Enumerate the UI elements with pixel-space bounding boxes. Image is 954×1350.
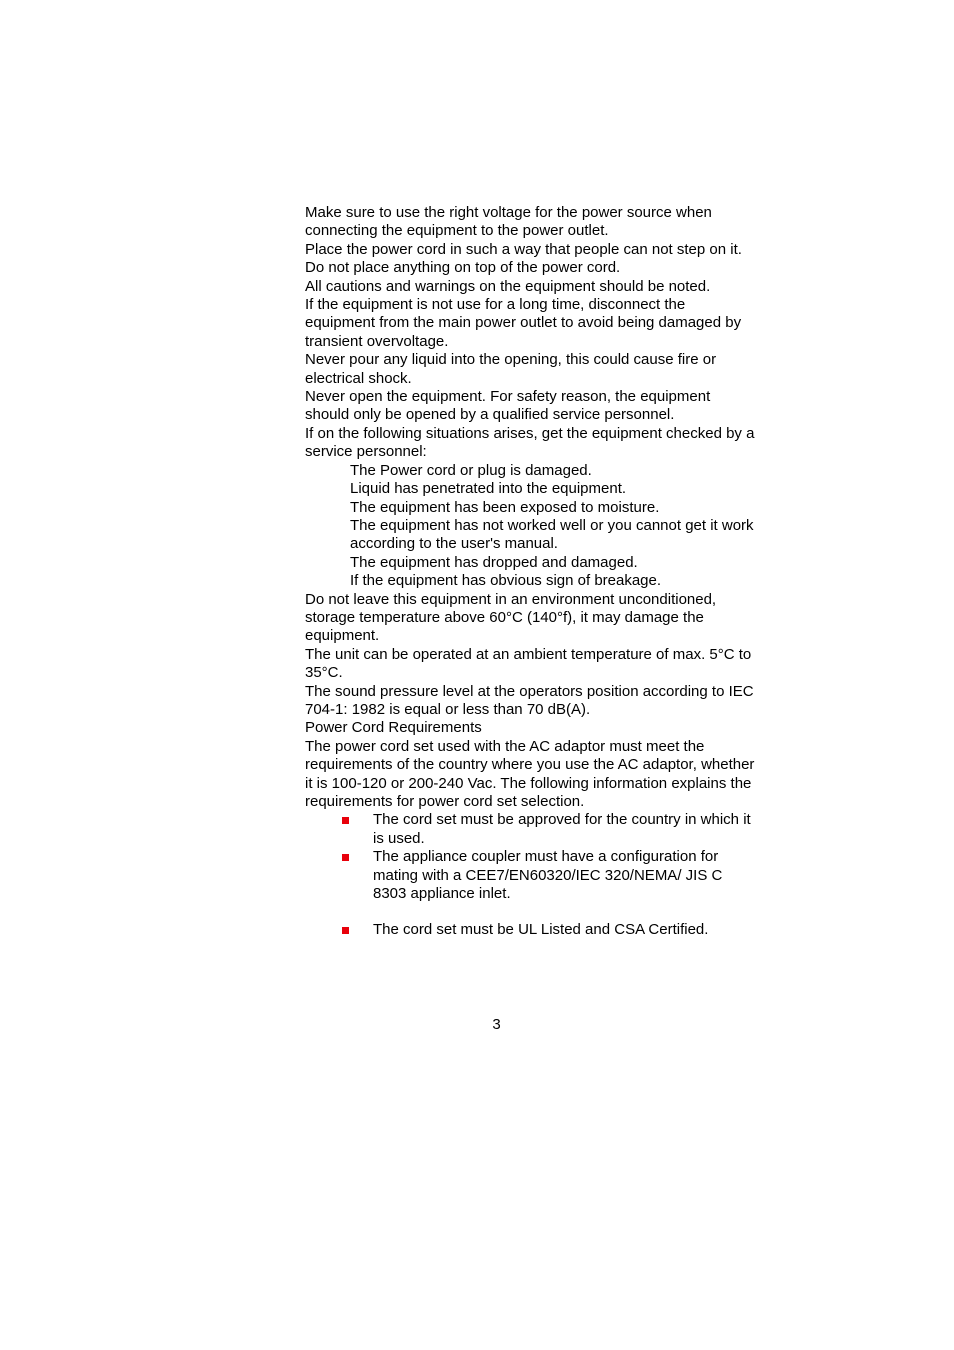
square-bullet-icon (342, 854, 349, 861)
paragraph-sound-pressure: The sound pressure level at the operators position according to IEC 704-1: 1982 is equal or less than 70 dB(A). (305, 682, 754, 718)
paragraph-operating-temperature: The unit can be operated at an ambient temperature of max. 5°C to 35°C. (305, 645, 752, 682)
list-item (305, 921, 755, 939)
square-bullet-icon (342, 817, 349, 824)
list-item: The Power cord or plug is damaged. (350, 461, 592, 479)
requirements-list (305, 811, 755, 939)
requirement-text: The cord set must be approved for the country in which it is used. (373, 811, 751, 847)
paragraph-open-equipment: Never open the equipment. For safety reason, the equipment should only be opened by a qualified service personnel. (305, 388, 711, 424)
safety-instructions (305, 204, 755, 940)
requirement-text: The cord set must be UL Listed and CSA Certified. (373, 921, 709, 939)
paragraph-power-cord-set: The power cord set used with the AC adaptor must meet the requirements of the country where you use the AC adaptor, whether it is 100-120 or 200-240 Vac. The following information explains the requirements for power cord set selection. (305, 737, 755, 810)
list-item (305, 848, 755, 903)
list-item: The equipment has been exposed to moisture. (350, 498, 660, 516)
paragraph-storage-temperature: Do not leave this equipment in an environment unconditioned, storage temperature above 60°C (140°f), it may damage the equipment. (305, 590, 717, 645)
paragraph-power-cord-placement: Place the power cord in such a way that people can not step on it. Do not place anything on top of the power cord. (305, 240, 742, 277)
list-item (305, 811, 755, 848)
list-item: Liquid has penetrated into the equipment. (350, 480, 627, 498)
list-item: The equipment has not worked well or you cannot get it work according to the user's manual. (350, 516, 754, 553)
paragraph-disconnect: If the equipment is not use for a long time, disconnect the equipment from the main power outlet to avoid being damaged by transient overvoltage. (305, 296, 742, 350)
situations-list (305, 462, 755, 591)
list-item: If the equipment has obvious sign of breakage. (350, 572, 662, 590)
requirement-text: The appliance coupler must have a configuration for mating with a CEE7/EN60320/IEC 320/NEMA/ JIS C 8303 appliance inlet. (373, 848, 723, 903)
paragraph-service-situations: If on the following situations arises, get the equipment checked by a service personnel: (305, 424, 755, 461)
list-item: The equipment has dropped and damaged. (350, 553, 638, 571)
page-number: 3 (492, 1016, 501, 1033)
paragraph-voltage: Make sure to use the right voltage for the power source when connecting the equipment to the power outlet. (305, 204, 712, 240)
section-heading-power-cord: Power Cord Requirements (305, 719, 482, 737)
paragraph-liquid: Never pour any liquid into the opening, this could cause fire or electrical shock. (305, 351, 717, 387)
square-bullet-icon (342, 927, 349, 934)
paragraph-cautions: All cautions and warnings on the equipment should be noted. (305, 277, 711, 295)
